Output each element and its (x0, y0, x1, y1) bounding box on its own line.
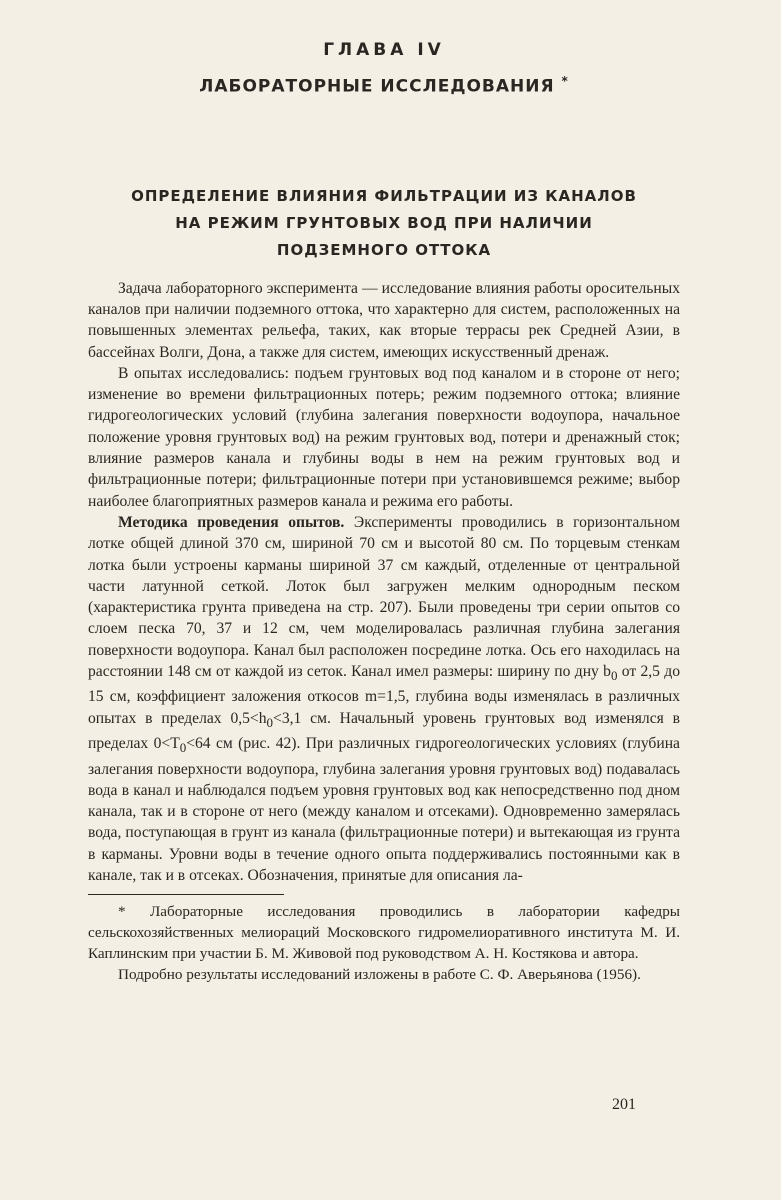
chapter-footnote-mark: * (561, 74, 569, 88)
paragraph-3-part-a: Эксперименты проводились в горизонтальном лотке общей длиной 370 см, шириной 70 см и высотой 80 см. По торцевым стенкам лотка были устроены карманы шириной 37 см каждый, отделенные от центральной части латунной сеткой. Лоток был загружен мелким однородным песком (характеристика грунта приведена на стр. 207). Были проведены три серии опытов со слоем песка 70, 37 и 12 см, чем моделировалась различная глубина залегания поверхности водоупора. Канал был расположен посредине лотка. Ось его находилась на расстоянии 148 см от каждой из сеток. Канал имел размеры: ширину по дну b (88, 513, 680, 680)
chapter-label: ГЛАВА IV (323, 40, 445, 60)
subscript-t0: 0 (179, 740, 187, 756)
footnotes (88, 901, 680, 985)
paragraph-3-part-d: <64 см (рис. 42). При различных гидрогеологических условиях (глубина залегания поверхности водоупора, глубина залегания уровня грунтовых вод) подавалась вода в канал и наблюдался подъем уровня грунтовых вод как непосредственно под дном канала, так и в стороне от него (между каналом и отсеками). Одновременно замерялась вода, поступающая в грунт из канала (фильтрационные потери) и вытекающая из грунта в карманы. Уровни воды в течение одного опыта поддерживались постоянными как в канале, так и в отсеках. Обозначения, принятые для описания ла- (88, 735, 680, 884)
chapter-title (88, 74, 680, 97)
paragraph-3 (88, 512, 680, 886)
page-number: 201 (612, 1096, 636, 1113)
section-title (88, 183, 680, 264)
paragraph-1: Задача лабораторного эксперимента — исследование влияния работы оросительных каналов при наличии подземного оттока, что характерно для систем, расположенных на повышенных элементах рельефа, таких, как вторые террасы рек Средней Азии, в бассейнах Волги, Дона, а также для систем, имеющих искусственный дренаж. (88, 279, 680, 361)
footnote-divider (88, 894, 284, 895)
paragraph-2: В опытах исследовались: подъем грунтовых вод под каналом и в стороне от него; изменение во времени фильтрационных потерь; режим подземного оттока; влияние гидрогеологических условий (глубина залегания поверхности водоупора, начальное положение уровня грунтовых вод) на режим грунтовых вод, потери и дренажный сток; влияние размеров канала и глубины воды в нем на режим грунтовых вод и фильтрационные потери; фильтрационные потери при установившемся режиме; выбор наиболее благоприятных размеров канала и режима его работы. (88, 364, 680, 510)
section-title-line-3: ПОДЗЕМНОГО ОТТОКА (276, 240, 492, 259)
footnote-1: * Лабораторные исследования проводились в лаборатории кафедры сельскохозяйственных мелиораций Московского гидромелиоративного института М. И. Каплинским при участии Б. М. Живовой под руководством А. Н. Костякова и автора. (88, 903, 680, 963)
subscript-b0: 0 (610, 668, 618, 684)
book-page (88, 40, 680, 985)
section-title-line-1: ОПРЕДЕЛЕНИЕ ВЛИЯНИЯ ФИЛЬТРАЦИИ ИЗ КАНАЛОВ (131, 186, 637, 205)
paragraph-3-part-b: от 2,5 до 15 см, коэффициент заложения откосов m=1,5, глубина воды изменялась в различных опытах в пределах 0,5<h (88, 663, 681, 727)
footnote-2: Подробно результаты исследований изложены в работе С. Ф. Аверьянова (1956). (118, 966, 641, 984)
paragraph-3-part-c: <3,1 см. Начальный уровень грунтовых вод изменялся в пределах 0<T (88, 709, 680, 753)
chapter-title-text: ЛАБОРАТОРНЫЕ ИССЛЕДОВАНИЯ (199, 76, 555, 97)
body-text (88, 278, 680, 887)
subscript-h0: 0 (266, 714, 274, 730)
paragraph-3-heading: Методика проведения опытов. (118, 513, 345, 531)
section-title-line-2: НА РЕЖИМ ГРУНТОВЫХ ВОД ПРИ НАЛИЧИИ (175, 213, 593, 232)
